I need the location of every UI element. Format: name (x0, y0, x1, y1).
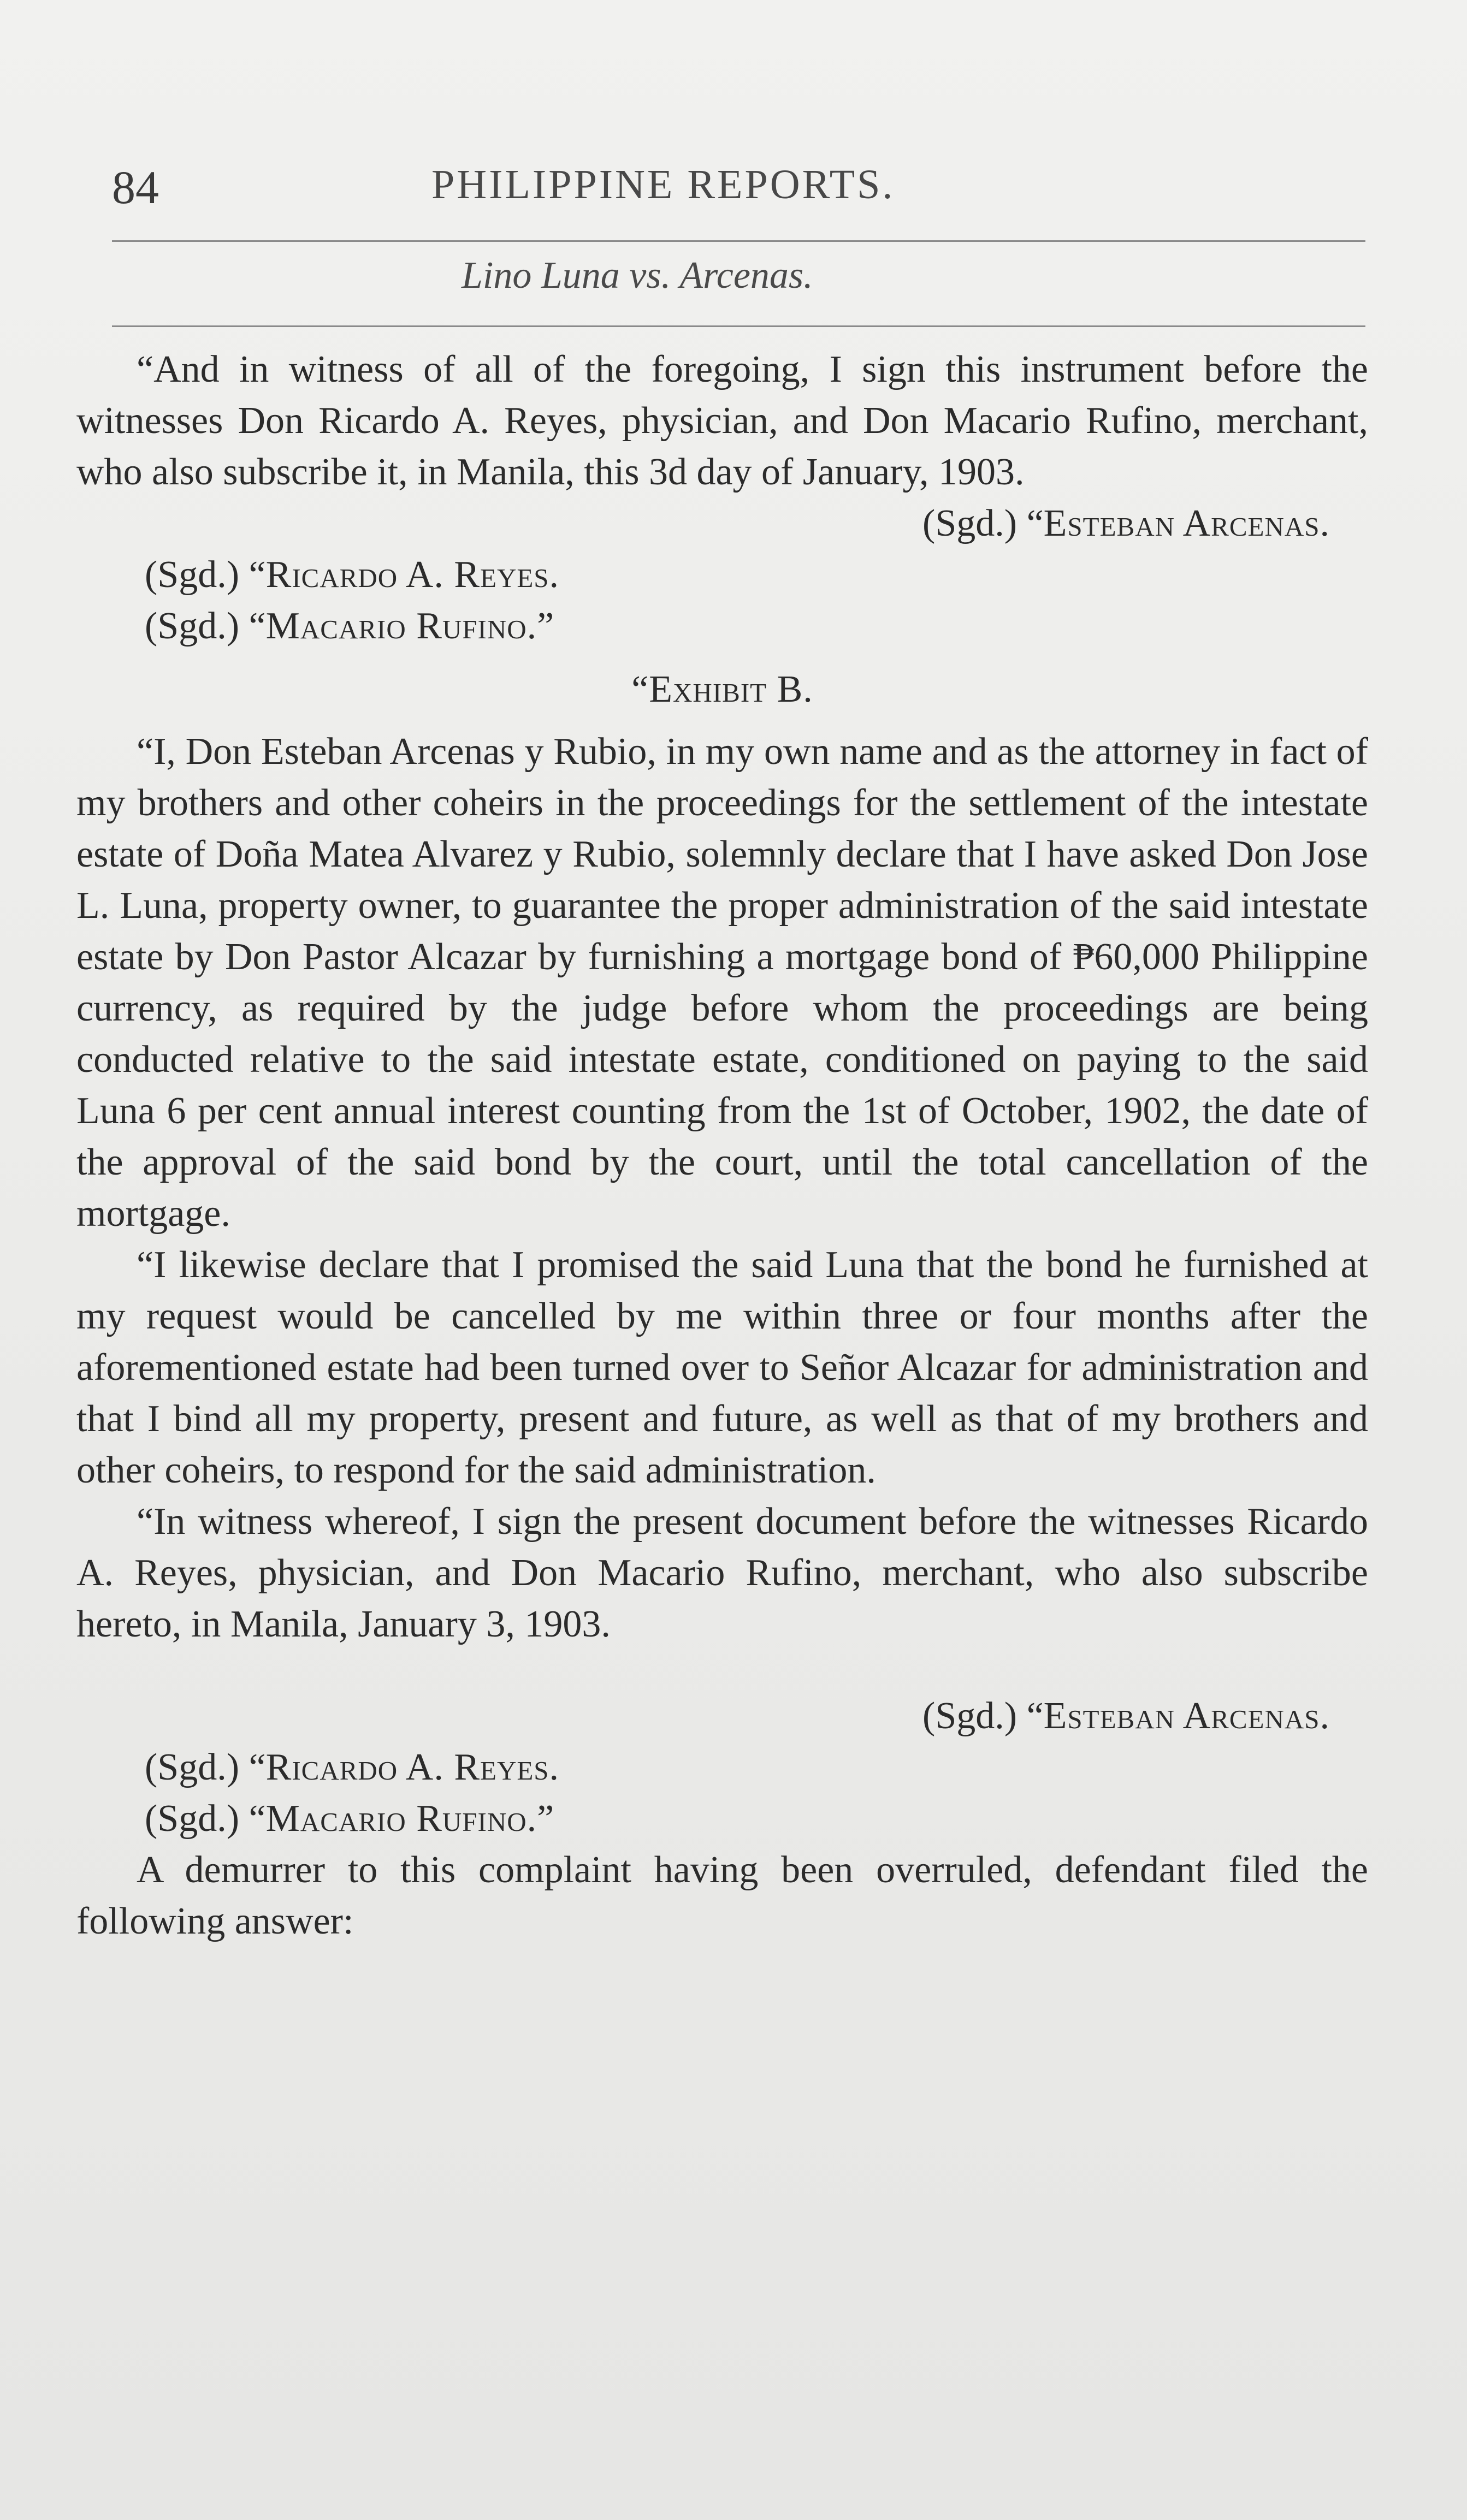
paragraph-witness-whereof: “In witness whereof, I sign the present document before the witnesses Ricardo A. Reyes, physician, and Don Macario Rufino, merchant, who also subscribe hereto, in Manila, January 3, 1903. (76, 1501, 1368, 1645)
signature-name: Ricardo A. Reyes. (265, 554, 560, 596)
page-number: 84 (112, 161, 159, 214)
signature-name: Macario Rufino.” (265, 1798, 555, 1840)
signature-prefix: (Sgd.) “ (145, 554, 266, 596)
paragraph-demurrer: A demurrer to this complaint having been overruled, defendant filed the following answer: (76, 1849, 1368, 1942)
witness-signature-rufino-2 (76, 1793, 1368, 1845)
signature-prefix: (Sgd.) “ (922, 502, 1044, 544)
header-rule-top (112, 240, 1365, 242)
signature-prefix: (Sgd.) “ (145, 1798, 266, 1840)
paragraph-promise: “I likewise declare that I promised the said Luna that the bond he furnished at my request would be cancelled by me within three or four months after the aforementioned estate had been turned over to Señor Alcazar for administration and that I bind all my property, present and future, as well as that of my brothers and other coheirs, to respond for the said administration. (76, 1244, 1368, 1491)
signature-name: Esteban Arcenas. (1043, 502, 1330, 544)
signature-prefix: (Sgd.) “ (145, 1746, 266, 1788)
signature-name: Macario Rufino.” (265, 605, 555, 647)
signature-esteban-arcenas-1 (76, 498, 1368, 549)
signature-esteban-arcenas-2 (76, 1691, 1368, 1742)
signature-prefix: (Sgd.) “ (145, 605, 266, 647)
paragraph-declaration: “I, Don Esteban Arcenas y Rubio, in my own name and as the attorney in fact of my brothers and other coheirs in the proceedings for the settlement of the intestate estate of Doña Matea Alvarez y Rubio, solemnly declare that I have asked Don Jose L. Luna, property owner, to guarantee the proper administration of the said intestate estate by Don Pastor Alcazar by furnishing a mortgage bond of ₱60,000 Philippine currency, as required by the judge before whom the proceedings are being conducted relative to the said intestate estate, conditioned on paying to the said Luna 6 per cent annual interest counting from the 1st of October, 1902, the date of the approval of the said bond by the court, until the total cancellation of the mortgage. (76, 731, 1368, 1235)
case-title: Lino Luna vs. Arcenas. (462, 254, 813, 297)
exhibit-heading: “Exhibit B. (631, 668, 813, 710)
header-rule-bottom (112, 325, 1365, 327)
paragraph-witness-clause: “And in witness of all of the foregoing, I sign this instrument before the witnesses Don Ricardo A. Reyes, physician, and Don Macario Rufino, merchant, who also subscribe it, in Manila, this 3d day of January, 1903. (76, 348, 1368, 493)
signature-prefix: (Sgd.) “ (922, 1695, 1044, 1737)
signature-name: Esteban Arcenas. (1043, 1695, 1330, 1737)
running-head: PHILIPPINE REPORTS. (431, 162, 895, 207)
signature-name: Ricardo A. Reyes. (265, 1746, 560, 1788)
signature-spacer (76, 1650, 1368, 1691)
witness-signature-reyes-1 (76, 549, 1368, 601)
document-body (76, 344, 1368, 1947)
witness-signature-rufino-1 (76, 601, 1368, 652)
witness-signature-reyes-2 (76, 1742, 1368, 1793)
